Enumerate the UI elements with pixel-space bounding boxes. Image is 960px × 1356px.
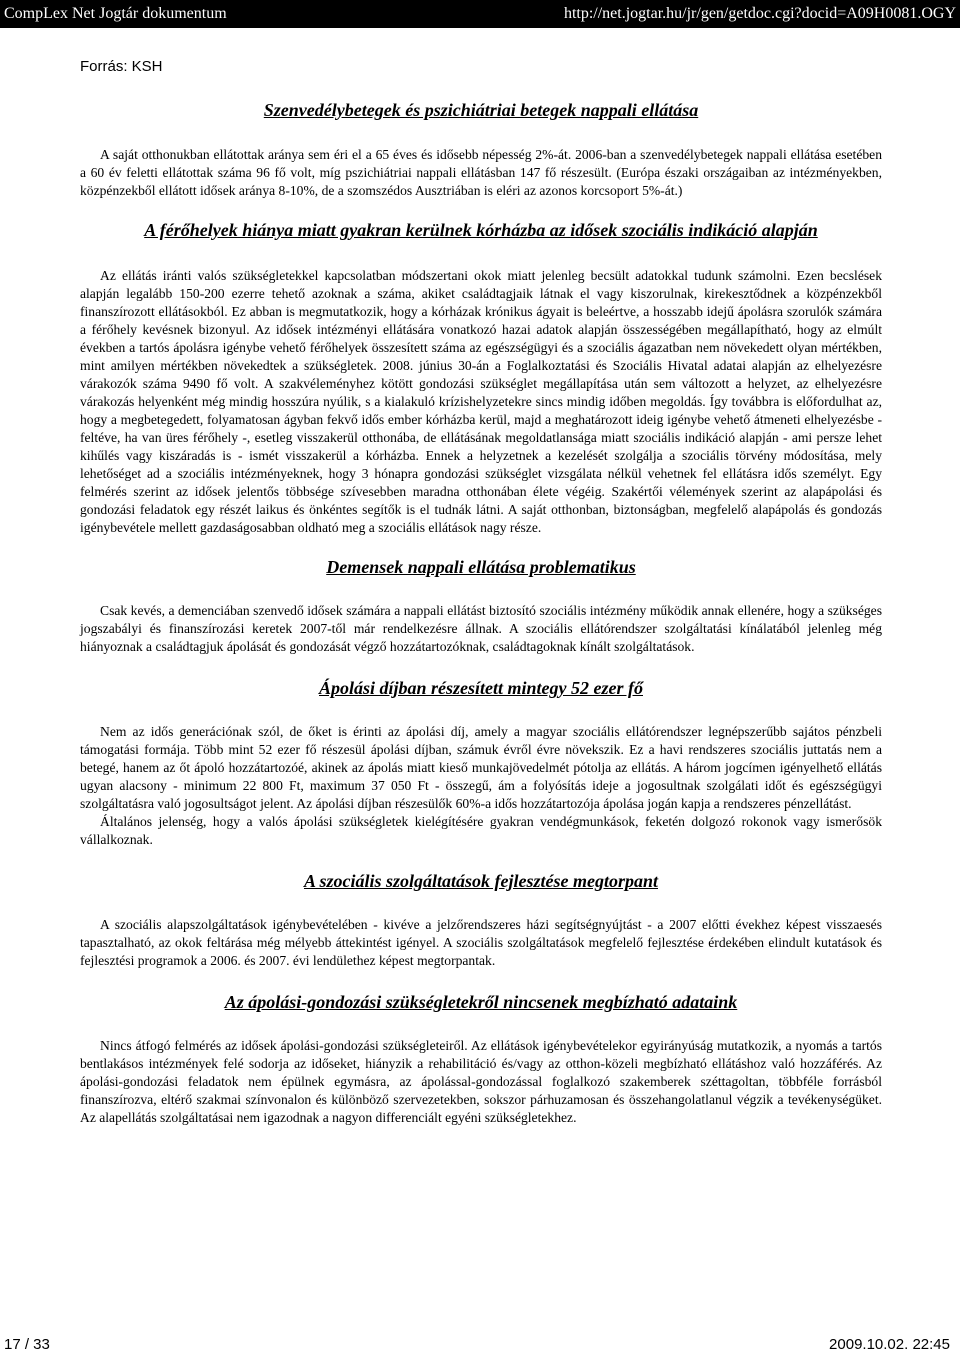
paragraph: Csak kevés, a demenciában szenvedő idősek számára a nappali ellátást biztosító szociális intézmény működik annak ellenére, hogy a szükséges jogszabályi és finanszírozási keretek 2007-től már rendelkezésre állnak. A szociális ellátórendszer szolgáltatási kínálatából jelenleg még hiányoznak a családtagjuk ápolását és gondozását végző hozzátartozóknak, családtagoknak kínált szolgáltatások. xyxy=(80,603,882,654)
section-heading: A férőhelyek hiánya miatt gyakran kerülnek kórházba az idősek szociális indikáció alapján xyxy=(144,220,818,240)
page-footer xyxy=(4,1336,950,1353)
paragraph: Az ellátás iránti valós szükségletekkel kapcsolatban módszertani okok miatt jelenleg becsült adatokkal tudunk számolni. Ezen becslések alapján legalább 150-200 ezerre tehető azoknak a száma, akiket családtagjaik látnak el vagy kiszorulnak, kirekesztődnek a közpénzekből finanszírozott ellátásokból. Ez abban is megmutatkozik, hogy a kórházak krónikus ágyait is beleértve, a hosszabb idejű ápolásra szorulók számára a férőhely kevésnek bizonyul. Az idősek intézményi ellátására vonatkozó hazai adatok alapján összességében megállapítható, hogy az elmúlt években a tartós ápolásra igénybe vehető férőhelyek összesített száma az egészségügyi és a szociális ágazatban nem növekedett olyan mértékben, mint amilyen mértékben növekedtek a szükségletek. 2008. június 30-án a Foglalkoztatási és Szociális Hivatal adatai alapján az elhelyezésre várakozók száma 9490 fő volt. A szakvéleményhez kötött gondozási szükséglet megállapítása után sem változott a helyzet, az elhelyezésre várakozás helyenként még mindig hosszúra nyúlik, s a kialakuló krízishelyzetekre sincs mindig időben megoldás. Így továbbra is előfordulhat az, hogy a megbetegedett, folyamatosan ágyban fekvő idős ember kórházba kerül, majd a meghatározott ideig igénybe vehető átmeneti elhelyezésbe - feltéve, ha van üres férőhely -, esetleg visszakerül otthonába, de ellátásának megoldatlansága miatt szociális indikáció alapján - ami persze lehet kihűlés vagy kiszáradás is - ismét visszakerül a kórházba. Ennek a helyzetnek a kezelését szolgálja a szociális törvény módosítása, mely lehetőséget ad a szociális intézményeknek, hogy 3 hónapra gondozási szükséglet vizsgálata nélkül vehetnek fel ellátásra idős személyt. Egy felmérés szerint az idősek jelentős többsége szívesebben maradna otthonában élete végéig. Szakértői vélemények szerint az alapápolási és gondozási feladatok egy részét laikus és önkéntes segítők is el tudnák látni. A saját otthonban, biztonságban, megfelelő alapápolás és gondozás igénybevétele mellett gazdaságosabban oldható meg a szociális ellátások nagy része. xyxy=(80,268,882,535)
paragraph: A saját otthonukban ellátottak aránya sem éri el a 65 éves és idősebb népesség 2%-át. 2006-ban a szenvedélybetegek nappali ellátása esetében a 60 év feletti ellátottak száma 96 fő volt, míg pszichiátriai nappali ellátásban 147 fő részesült. (Európa északi országaiban az intézményekben, közpénzekből ellátott idősek aránya 8-10%, de a szomszédos Ausztriában is eléri az azonos korcsoport 5%-át.) xyxy=(80,147,882,198)
section-heading: A szociális szolgáltatások fejlesztése megtorpant xyxy=(303,871,658,891)
paragraph: A szociális alapszolgáltatások igénybevételében - kivéve a jelzőrendszeres házi segítségnyújtást - a 2007 előtti évekhez képest visszaesés tapasztalható, az okok feltárása még mélyebb áttekintést igényel. A szociális szolgáltatások megfelelő fejlesztése érdekében elindult kutatások és fejlesztési programok a 2006. és 2007. évi lendülethez képest megtorpantak. xyxy=(80,917,882,968)
header-title: CompLex Net Jogtár dokumentum xyxy=(4,5,227,22)
source-line: Forrás: KSH xyxy=(80,58,163,75)
paragraph: Nincs átfogó felmérés az idősek ápolási-gondozási szükségleteiről. Az ellátások igénybevételekor egyirányúság mutatkozik, a nyomás a tartós bentlakásos intézmények felé sodorja az időseket, hiányzik a rehabilitáció és/vagy az otthon-közeli megbízható ellátáshoz való hozzáférés. Az ápolási-gondozási feladatok nem épülnek egymásra, az ápolással-gondozással foglalkozó szakemberek széttagoltan, többféle forrásból finanszírozva, eltérő szakmai színvonalon és különböző szervezetekben, sokszor párhuzamosan és összehangolatlanul végzik a tevékenységüket. Az alapellátás szolgáltatásai nem igazodnak a nagyon differenciált egyéni szükségletekhez. xyxy=(80,1038,882,1125)
header-url[interactable]: http://net.jogtar.hu/jr/gen/getdoc.cgi?docid=A09H0081.OGY xyxy=(563,5,956,22)
paragraph: Nem az idős generációnak szól, de őket is érinti az ápolási díj, amely a magyar szociális ellátórendszer legnépszerűbb sajátos pénzbeli támogatási formája. Több mint 52 ezer fő részesül ápolási díjban, számuk évről évre növekszik. Ez a havi rendszeres szociális juttatás nem a betegé, hanem az őt ápoló hozzátartozóé, akinek az ápolás miatt kieső munkajövedelmét pótolja az ellátás. A három jogcímen igényelhető ellátás ugyan alacsony - minimum 22 800 Ft, maximum 37 050 Ft - összegű, ám a folyósítás ideje a jogosultnak szolgálati időt és egészségügyi szolgáltatásra való jogosultságot jelent. Az ápolási díjban részesülők 60%-a idős hozzátartozója ápolása jogán kapja a rendszeres pénzellátást. xyxy=(80,724,882,811)
paragraph: Általános jelenség, hogy a valós ápolási szükségletek kielégítésére gyakran vendégmunkások, feketén dolgozó rokonok vagy ismerősök vállalkoznak. xyxy=(80,814,882,847)
print-datetime: 2009.10.02. 22:45 xyxy=(829,1336,950,1353)
header-bar xyxy=(0,0,960,28)
document-body xyxy=(80,58,882,1127)
page-number: 17 / 33 xyxy=(4,1336,50,1353)
section-heading: Demensek nappali ellátása problematikus xyxy=(326,557,636,577)
section-heading: Az ápolási-gondozási szükségletekről nincsenek megbízható adataink xyxy=(224,992,738,1012)
section-heading: Szenvedélybetegek és pszichiátriai betegek nappali ellátása xyxy=(263,100,699,120)
section-heading: Ápolási díjban részesített mintegy 52 ezer fő xyxy=(319,678,643,698)
